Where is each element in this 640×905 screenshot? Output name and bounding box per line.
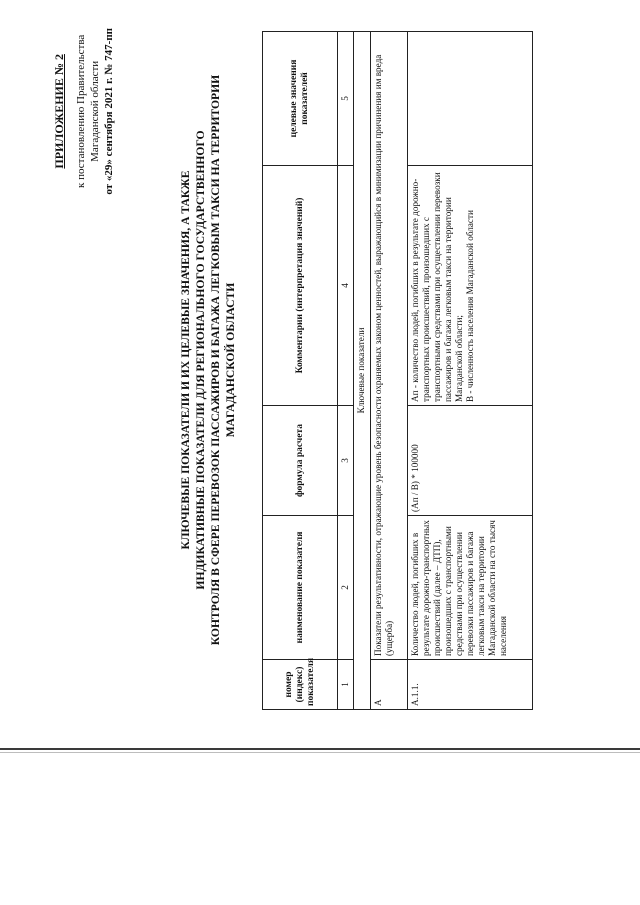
header-name: наименование показателя — [263, 516, 338, 660]
heading-line-1: КЛЮЧЕВЫЕ ПОКАЗАТЕЛИ И ИХ ЦЕЛЕВЫЕ ЗНАЧЕНИЯ, А ТАКЖЕ — [179, 170, 192, 550]
section-a-text: Показатели результативности, отражающие уровень безопасности охраняемых законом ценностей, выражающийся в минимизации причинения им вреда (ущерба) — [371, 32, 408, 660]
column-number: 1 — [338, 660, 354, 710]
column-number: 3 — [338, 406, 354, 516]
table-row-a11 — [408, 32, 533, 710]
column-number-row — [338, 32, 354, 710]
heading-line-2: ИНДИКАТИВНЫЕ ПОКАЗАТЕЛИ ДЛЯ РЕГИОНАЛЬНОГО ГОСУДАРСТВЕННОГО — [194, 130, 207, 590]
key-indicators-label: Ключевые показатели — [354, 32, 371, 710]
row-comment-2: В - численность населения Магаданской области — [465, 210, 475, 402]
rotated-document-page — [40, 20, 600, 720]
scan-edge-line — [0, 748, 640, 750]
appendix-title: ПРИЛОЖЕНИЕ № 2 — [52, 54, 66, 169]
appendix-line-1: к постановлению Правительства — [75, 34, 87, 188]
row-comments — [408, 166, 533, 406]
row-formula: (Ап / В) * 100000 — [408, 406, 533, 516]
document-heading — [178, 40, 238, 680]
appendix-line-2: Магаданской области — [89, 60, 101, 162]
row-comment-1: Ап - количество людей, погибших в результате дорожно-транспортных происшествий, произошедших с транспортными средствами при осуществлении перевозки пассажиров и багажа легковым такси на территории Магаданской области; — [410, 172, 464, 402]
appendix-line-3: от «29» сентября 2021 г. № 747-пп — [103, 28, 115, 195]
column-number: 2 — [338, 516, 354, 660]
header-index: номер (индекс) показателя — [263, 660, 338, 710]
column-number: 4 — [338, 166, 354, 406]
row-name: Количество людей, погибших в результате дорожно-транспортных происшествий (далее – ДТП), произошедших с транспортными средствами при осуществлении перевозки пассажиров и багажа легковым такси на территории Магаданской области на сто тысяч населения — [408, 516, 533, 660]
table-header-row — [263, 32, 338, 710]
header-formula: формула расчета — [263, 406, 338, 516]
heading-line-3: КОНТРОЛЯ В СФЕРЕ ПЕРЕВОЗОК ПАССАЖИРОВ И БАГАЖА ЛЕГКОВЫМ ТАКСИ НА ТЕРРИТОРИИ — [209, 74, 222, 646]
header-target: целевые значения показателей — [263, 32, 338, 166]
scan-edge-shadow — [0, 752, 640, 753]
section-a-code: А — [371, 660, 408, 710]
appendix-block — [52, 28, 116, 195]
row-target — [408, 32, 533, 166]
column-number: 5 — [338, 32, 354, 166]
row-index: А.1.1. — [408, 660, 533, 710]
header-comments: Комментарии (интерпретация значений) — [263, 166, 338, 406]
section-a-row — [371, 32, 408, 710]
indicators-table — [262, 31, 533, 710]
key-indicators-row — [354, 32, 371, 710]
heading-line-4: МАГАДАНСКОЙ ОБЛАСТИ — [224, 282, 237, 438]
